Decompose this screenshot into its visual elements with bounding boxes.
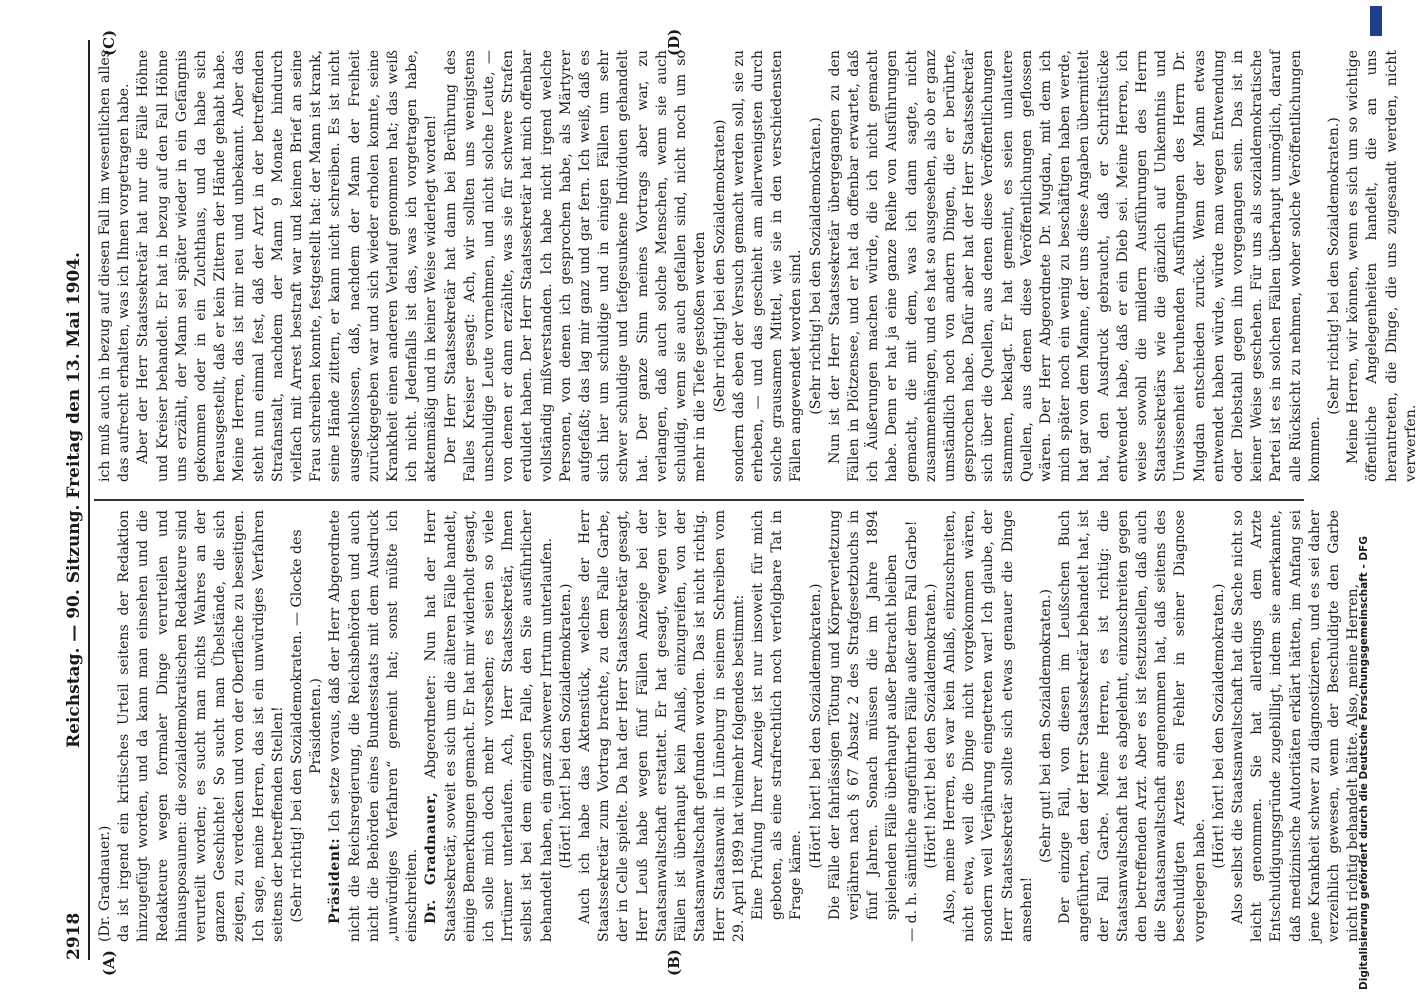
paragraph: Der einzige Fall, von diesen im Leußschen Buch angeführten, den der Herr Staatssekretär behandelt hat, ist der Fall Garbe. Meine Herren, es ist richtig: die Staatsanwaltschaft hat es abgelehnt, einzuschreiten gegen den betreffenden Arzt. Aber es ist festzustellen, daß auch die Staatsanwaltschaft angenommen hat, daß seitens des beschuldigten Arztes ein Fehler in seiner Diagnose vorgelegen habe. bbox=[1057, 510, 1208, 942]
margin-letter-b: (B) bbox=[665, 949, 683, 976]
speech-text: Ich setze voraus, daß der Herr Abgeordnete nicht die Reichsregierung, die Reichsbehörden und auch nicht die Behörden eines Bundesstaats mit dem Ausdruck „unwürdiges Verfahren“ gemeint hat; sonst müßte ich einschreiten. bbox=[327, 510, 421, 942]
page-number: 2918 bbox=[64, 912, 84, 960]
interjection: (Sehr richtig! bei den Sozialdemokraten.) bbox=[807, 117, 824, 415]
right-column bbox=[96, 50, 1419, 482]
paragraph: sondern daß eben der Versuch gemacht werden soll, sie zu erheben, — und das geschieht am allerwenigsten durch solche grausamen Mittel, wie sie in den verschiedensten Fällen angewendet worden sind. bbox=[730, 50, 805, 482]
paragraph bbox=[422, 510, 556, 942]
page-header bbox=[60, 40, 90, 960]
digitization-credit: Digitalisierung gefördert durch die Deutsche Forschungsgemeinschaft - DFG bbox=[1358, 536, 1370, 990]
interjection: (Sehr richtig! bei den Sozialdemokraten. — Glocke des Präsidenten.) bbox=[289, 529, 325, 923]
interjection: (Hört! hört! bei den Sozialdemokraten.) bbox=[557, 583, 574, 869]
paragraph: ich muß auch in bezug auf diesen Fall im wesentlichen alles das aufrecht erhalten, was ich Ihnen vorgetragen habe. bbox=[97, 50, 133, 482]
paragraph: — d. h. sämtliche angeführten Fälle außer dem Fall Garbe! bbox=[903, 520, 920, 942]
dfg-logo bbox=[1370, 6, 1382, 36]
interjection: (Hört! hört! bei den Sozialdemokraten.) bbox=[807, 583, 824, 869]
paragraph: Meine Herren, wir können, wenn es sich um so wichtige öffentliche Angelegenheiten handelt, die an uns herantreten, die Dinge, die uns zugesandt werden, nicht verwerfen. bbox=[1345, 50, 1419, 482]
paragraph: Der Herr Staatssekretär hat dann bei Berührung des Falles Kreiser gesagt: Ach, wir sollten uns wenigstens unschuldige Leute vornehmen, und nicht solche Leute, — von denen er dann erzählte, was sie für schwere Strafen erduldet haben. Der Herr Staatssekretär hat mich offenbar vollständig mißverstanden. Ich habe nicht irgend welche Personen, von denen ich gesprochen habe, als Märtyrer aufgefaßt; das lag mir ganz und gar fern. Ich weiß, daß es sich hier um schuldige und in einigen Fällen um sehr schwer schuldige und tiefgesunkene Individuen gehandelt hat. Der ganze Sinn meines Vortrags aber war, zu verlangen, daß auch solche Menschen, wenn sie auch schuldig, wenn sie auch gefallen sind, nicht noch um so mehr in die Tiefe gestoßen werden bbox=[442, 50, 709, 482]
paragraph: Eine Prüfung Ihrer Anzeige ist nur insoweit für mich geboten, als eine strafrechtlich noch verfolgbare Tat in Frage käme. bbox=[749, 510, 805, 920]
interjection: (Sehr richtig! bei den Sozialdemokraten) bbox=[711, 119, 728, 413]
speaker-name: Dr. Gradnauer, bbox=[423, 791, 440, 924]
paragraph bbox=[326, 510, 422, 942]
speech-text: Abgeordneter: Nun hat der Herr Staatssekretär, soweit es sich um die älteren Fälle handelt, einige Bemerkungen gemacht. Er hat mir widerholt gesagt, ich solle mich doch mehr vorsehen; es seien so viele Irrtümer unterlaufen. Ach, Herr Staatssekretär, Ihnen selbst ist bei dem einzigen Falle, den Sie ausführlicher behandelt haben, ein ganz schwerer Irrtum unterlaufen. bbox=[423, 510, 555, 942]
paragraph: Also, meine Herren, es war kein Anlaß, einzuschreiten, nicht etwa, weil die Dinge nicht vorgekommen wären, sondern weil Verjährung eingetreten war! Ich glaube, der Herr Staatssekretär sollte sich etwas genauer die Dinge ansehen! bbox=[941, 510, 1035, 942]
margin-letter-d: (D) bbox=[665, 28, 683, 56]
paragraph: Die Fälle der fahrlässigen Tötung und Körperverletzung verjähren nach § 67 Absatz 2 des Strafgesetzbuchs in fünf Jahren. Sonach müssen die im Jahre 1894 spielenden Fälle überhaupt außer Betracht bleiben bbox=[826, 510, 901, 920]
paragraph: Auch ich habe das Aktenstück, welches der Herr Staatssekretär zum Vortrag brachte, zu dem Falle Garbe, der in Celle spielte. Da hat der Herr Staatssekretär gesagt, Herr Leuß habe wegen fünf Fällen Anzeige bei der Staatsanwaltschaft erstattet. Er hat gesagt, wegen vier Fällen ist überhaupt kein Anlaß, einzugreifen, von der Staatsanwaltschaft gefunden worden. Das ist nicht richtig. Herr Staatsanwalt in Lüneburg in seinem Schreiben vom 29. April 1899 hat vielmehr folgendes bestimmt: bbox=[577, 510, 747, 942]
margin-letter-a: (A) bbox=[100, 950, 118, 976]
left-column bbox=[96, 510, 1362, 942]
interjection: (Sehr gut! bei den Sozialdemokraten.) bbox=[1037, 589, 1054, 863]
interjection: (Hört! hört! bei den Sozialdemokraten.) bbox=[1210, 583, 1227, 869]
column-divider bbox=[94, 500, 1304, 502]
interjection: (Sehr richtig! bei den Sozialdemokraten.) bbox=[1326, 117, 1342, 415]
paragraph: Nun ist der Herr Staatssekretär übergegangen zu den Fällen in Plötzensee, und er hat da offenbar erwartet, daß ich Äußerungen machen würde, die ich nicht gemacht habe. Denn er hat ja eine ganze Reihe von Ausführungen gemacht, die mit dem, was ich dann sagte, nicht zusammenhängen, und es hat so ausgesehen, als ob er ganz umständlich noch von andern Dingen, die er berührte, gesprochen habe. Dafür aber hat der Herr Staatssekretär sich über die Quellen, aus denen diese Veröffentlichungen stammen, beklagt. Er hat gemeint, es seien unlautere Quellen, aus denen diese Veröffentlichungen geflossen wären. Der Herr Abgeordnete Dr. Mugdan, mit dem ich mich später noch ein wenig zu beschäftigen haben werde, hat gar von dem Manne, der uns diese Angaben übermittelt hat, den Ausdruck gebraucht, daß er Schriftstücke entwendet habe, daß er ein Dieb sei. Meine Herren, ich weise sowohl die mildern Ausführungen des Herrn Staatssekretärs wie die gänzlich auf Unkenntnis und Unwissenheit beruhenden Ausführungen des Herrn Dr. Mugdan entschieden zurück. Wenn der Mann etwas entwendet haben würde, würde man wegen Entwendung oder Diebstahl gegen ihn vorgegangen sein. Das ist in keiner Weise geschehen. Für uns als sozialdemokratische Partei ist es in solchen Fällen überhaupt unmöglich, darauf alle Rücksicht zu nehmen, woher solche Veröffentlichungen kommen. bbox=[826, 50, 1323, 482]
paragraph: da ist irgend ein kritisches Urteil seitens der Redaktion hinzugefügt worden, und da kann man einsehen und die Redakteure wegen formaler Dinge verurteilen und hinausposaunen: die sozialdemokratischen Redakteure sind verurteilt worden; es sucht man nichts Wahres an der ganzen Geschichte! So sucht man Übelstände, die sich zeigen, zu verdecken und von der Oberfläche zu beseitigen. Ich sage, meine Herren, das ist ein unwürdiges Verfahren seitens der betreffenden Stellen! bbox=[116, 510, 286, 942]
paragraph: Aber der Herr Staatssekretär hat nur die Fälle Höhne und Kreiser behandelt. Er hat in bezug auf den Fall Höhne uns erzählt, der Mann sei später wieder in ein Gefängnis gekommen oder in ein Zuchthaus, und da habe sich herausgestellt, daß er kein Zittern der Hände gehabt habe. Meine Herren, das ist mir neu und unbekannt. Aber das steht nun einmal fest, daß der Arzt in der betreffenden Strafanstalt, nachdem der Mann 9 Monate hindurch vielfach mit Arrest bestraft war und keinen Brief an seine Frau schreiben konnte, festgestellt hat: der Mann ist krank, seine Hände zittern, er kann nicht schreiben. Es ist nicht ausgeschlossen, daß, nachdem der Mann der Freiheit zurückgegeben war und sich wieder erholen konnte, seine Krankheit einen anderen Verlauf genommen hat; das weiß ich nicht. Jedenfalls ist das, was ich vorgetragen habe, aktenmäßig und in keiner Weise widerlegt worden! bbox=[135, 50, 440, 482]
paragraph: (Dr. Gradnauer.) bbox=[97, 825, 113, 942]
interjection: (Hört! hört! bei den Sozialdemokraten.) bbox=[922, 583, 939, 869]
paragraph: Also selbst die Staatsanwaltschaft hat die Sache nicht so leicht genommen. Sie hat allerdings dem Arzte Entschuldigungsgründe zugebilligt, indem sie anerkannte, daß medizinische Autoritäten erklärt hätten, im Anfang sei jene Krankheit schwer zu diagnostizieren, und es sei daher verzeihlich gewesen, wenn der Beschuldigte den Garbe nicht richtig behandelt hätte. Also, meine Herren, bbox=[1229, 510, 1362, 942]
page-title: Reichstag. — 90. Sitzung. Freitag den 13. Mai 1904. bbox=[64, 252, 84, 748]
margin-letter-c: (C) bbox=[100, 29, 118, 56]
speaker-name: Präsident: bbox=[327, 837, 344, 924]
